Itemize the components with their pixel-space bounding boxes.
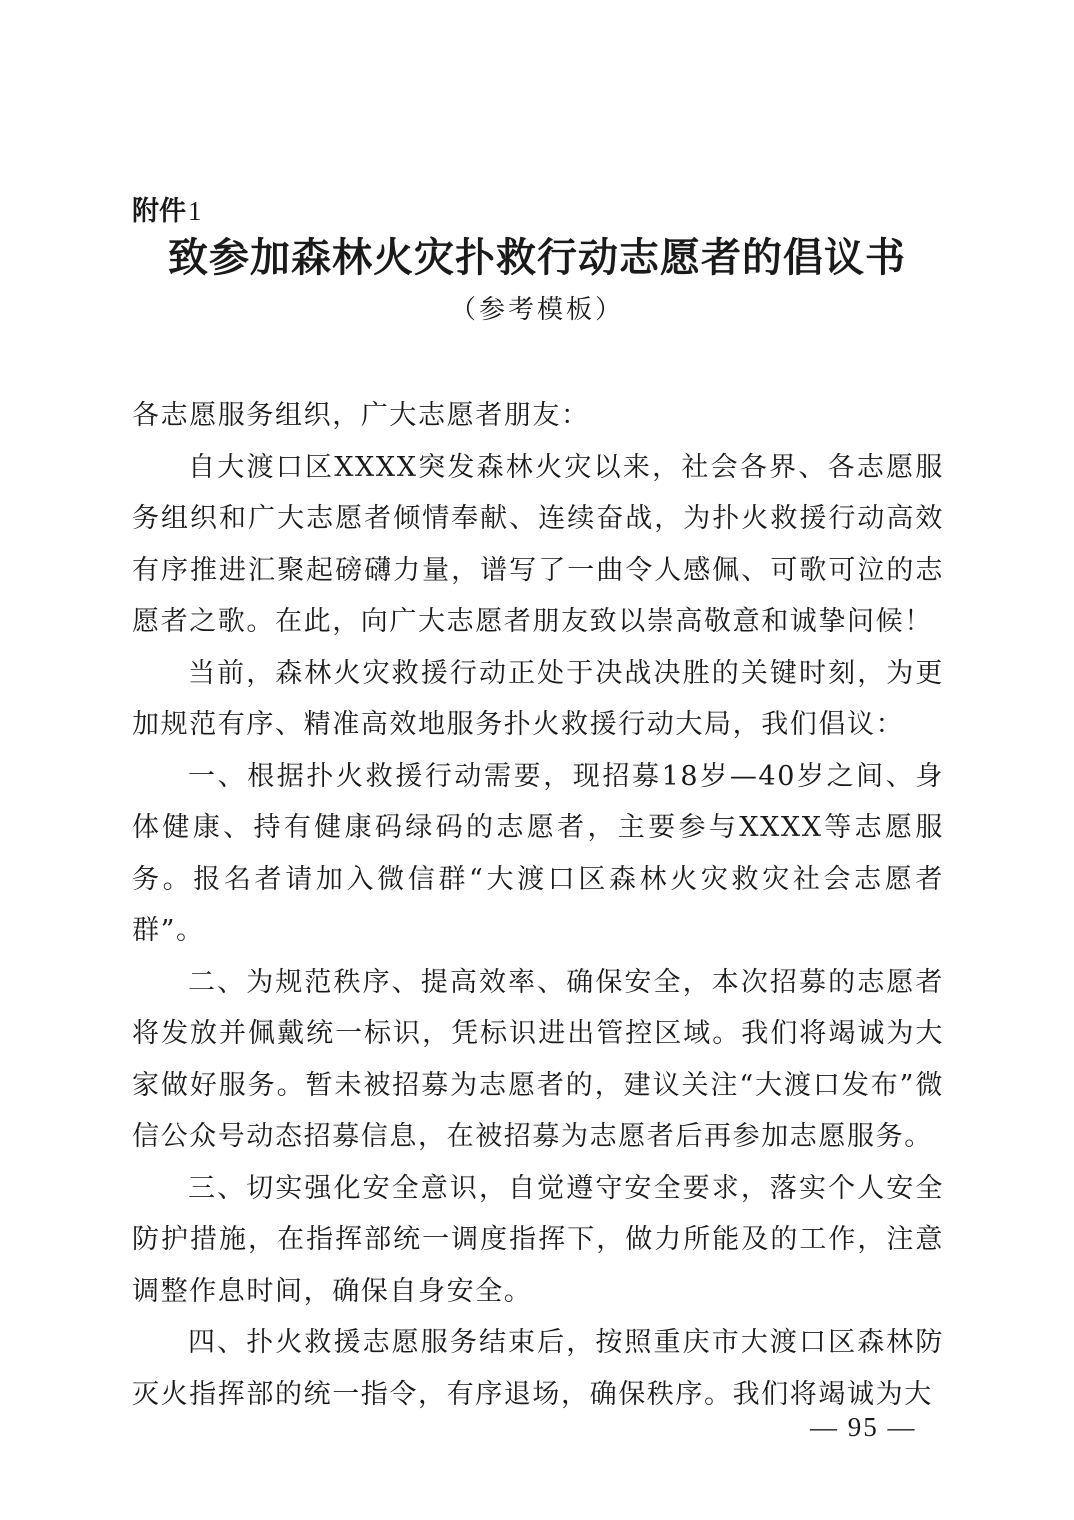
attachment-number: 1	[188, 196, 202, 226]
paragraph-item-1: 一、根据扑火救援行动需要，现招募18岁—40岁之间、身体健康、持有健康码绿码的志愿者，主要参与XXXX等志愿服务。报名者请加入微信群“大渡口区森林火灾救灾社会志愿者群”。	[132, 760, 944, 946]
paragraph-item-2: 二、为规范秩序、提高效率、确保安全，本次招募的志愿者将发放并佩戴统一标识，凭标识进出管控区域。我们将竭诚为大家做好服务。暂未被招募为志愿者的，建议关注“大渡口发布”微信公众号动态招募信息，在被招募为志愿者后再参加志愿服务。	[132, 966, 944, 1152]
salutation: 各志愿服务组织，广大志愿者朋友：	[132, 400, 590, 431]
attachment-label-text: 附件	[132, 196, 186, 227]
page-number: — 95 —	[810, 1412, 917, 1442]
paragraph-proposal: 当前，森林火灾救援行动正处于决战决胜的关键时刻，为更加规范有序、精准高效地服务扑火救援行动大局，我们倡议：	[132, 657, 944, 740]
paragraph-intro: 自大渡口区XXXX突发森林火灾以来，社会各界、各志愿服务组织和广大志愿者倾情奉献、连续奋战，为扑火救援行动高效有序推进汇聚起磅礴力量，谱写了一曲令人感佩、可歌可泣的志愿者之歌。在此，向广大志愿者朋友致以崇高敬意和诚挚问候！	[132, 451, 944, 637]
document-title: 致参加森林火灾扑救行动志愿者的倡议书	[168, 235, 906, 281]
paragraph-item-4: 四、扑火救援志愿服务结束后，按照重庆市大渡口区森林防灭火指挥部的统一指令，有序退场，确保秩序。我们将竭诚为大	[132, 1327, 944, 1410]
document-subtitle: （参考模板）	[449, 295, 624, 325]
attachment-label	[132, 194, 202, 229]
paragraph-item-3: 三、切实强化安全意识，自觉遵守安全要求，落实个人安全防护措施，在指挥部统一调度指挥下，做力所能及的工作，注意调整作息时间，确保自身安全。	[132, 1172, 944, 1307]
document-body	[132, 390, 944, 1420]
